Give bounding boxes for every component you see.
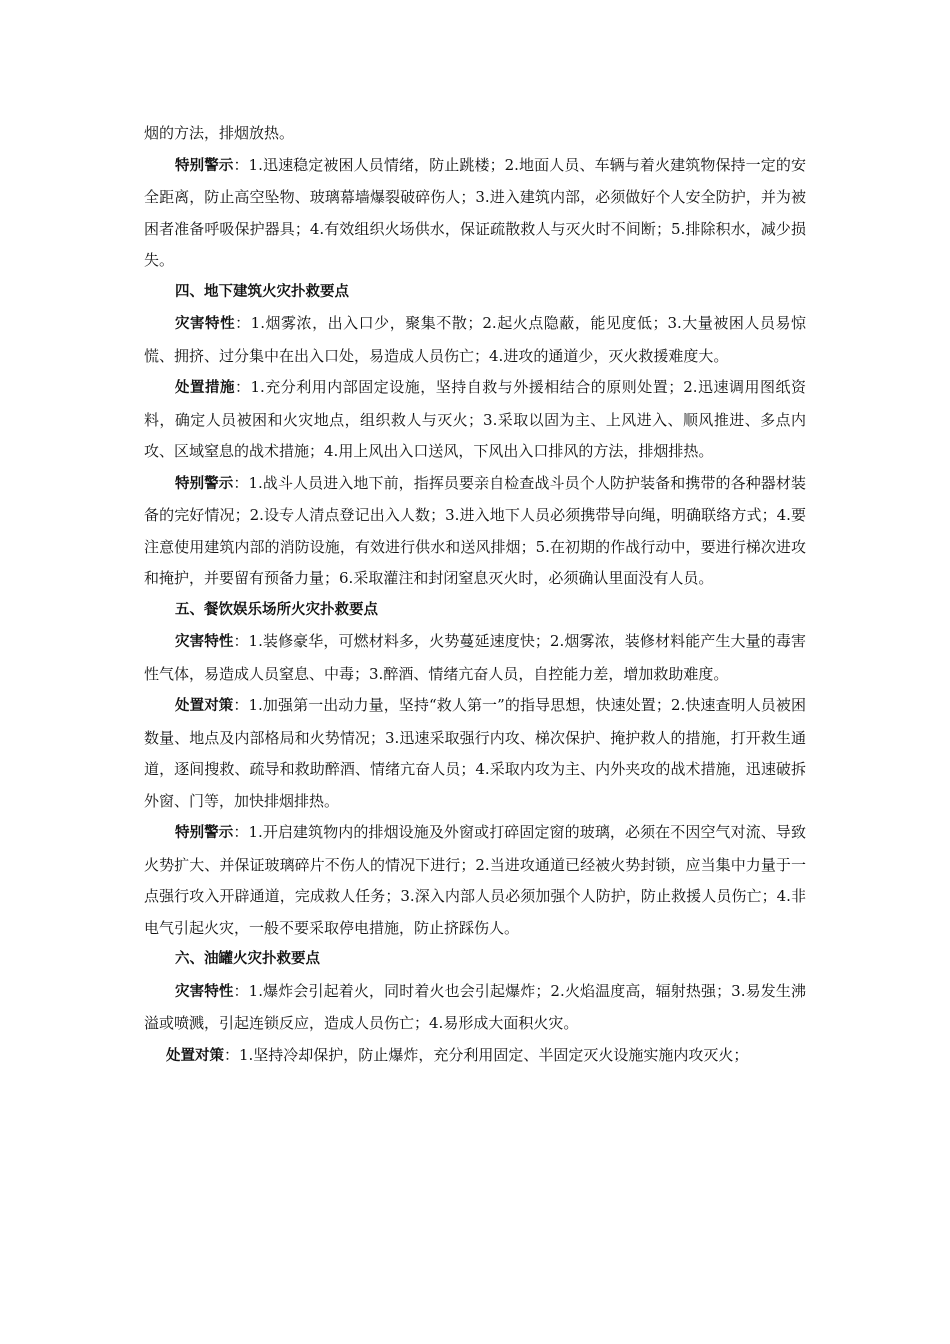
paragraph-text: ：1.装修豪华，可燃材料多，火势蔓延速度快；2.烟雾浓，装修材料能产生大量的毒害性气体，易造成人员窒息、中毒；3.醉酒、情绪亢奋人员，自控能力差，增加救助难度。 [144, 632, 806, 683]
paragraph [144, 118, 806, 150]
paragraph-text: 烟的方法，排烟放热。 [144, 124, 295, 142]
section-label: 灾害特性 [175, 983, 234, 1000]
section-label: 处置对策 [166, 1047, 224, 1064]
section-heading: 四、地下建筑火灾扑救要点 [175, 283, 349, 300]
section-label: 处置对策 [175, 698, 234, 714]
document-page [144, 118, 806, 1072]
paragraph [144, 372, 806, 468]
section-heading: 六、油罐火灾扑救要点 [175, 951, 320, 967]
paragraph-text: ：1.迅速稳定被困人员情绪，防止跳楼；2.地面人员、车辆与着火建筑物保持一定的安全距离，防止高空坠物、玻璃幕墙爆裂破碎伤人；3.进入建筑内部，必须做好个人安全防护，并为被困者准备呼吸保护器具；4.有效组织火场供水，保证疏散救人与灭火时不间断；5.排除积水，减少损失。 [144, 155, 806, 269]
section-label: 特别警示 [175, 475, 234, 492]
paragraph [144, 1040, 806, 1073]
paragraph-text: ：1.战斗人员进入地下前，指挥员要亲自检查战斗员个人防护装备和携带的各种器材装备的完好情况；2.设专人清点登记出入人数；3.进入地下人员必须携带导向绳，明确联络方式；4.要注意使用建筑内部的消防设施，有效进行供水和送风排烟；5.在初期的作战行动中，要进行梯次进攻和掩护，并要留有预备力量；6.采取灌注和封闭窒息灭火时，必须确认里面没有人员。 [144, 473, 806, 587]
section-label: 处置措施 [175, 380, 235, 396]
paragraph-text: ：1.充分利用内部固定设施，坚持自救与外援相结合的原则处置；2.迅速调用图纸资料，确定人员被困和火灾地点，组织救人与灭火；3.采取以固为主、上风进入、顺风推进、多点内攻、区域窒息的战术措施；4.用上风出入口送风，下风出入口排风的方法，排烟排热。 [144, 378, 807, 460]
paragraph-text: ：1.烟雾浓，出入口少，聚集不散；2.起火点隐蔽，能见度低；3.大量被困人员易惊慌、拥挤、过分集中在出入口处，易造成人员伤亡；4.进攻的通道少，灭火救援难度大。 [144, 314, 806, 365]
paragraph [144, 626, 806, 690]
section-heading: 五、餐饮娱乐场所火灾扑救要点 [175, 601, 378, 618]
section-label: 灾害特性 [175, 634, 234, 650]
paragraph-text: ：1.加强第一出动力量，坚持“救人第一”的指导思想，快速处置；2.快速查明人员被困数量、地点及内部格局和火势情况；3.迅速采取强行内攻、梯次保护、掩护救人的措施，打开救生通道，逐间搜救、疏导和救助醉酒、情绪亢奋人员；4.采取内攻为主、内外夹攻的战术措施，迅速破拆外窗、门等，加快排烟排热。 [144, 696, 807, 810]
section-label: 特别警示 [175, 157, 234, 174]
paragraph [144, 817, 806, 944]
section-label: 特别警示 [175, 825, 234, 841]
paragraph-text: ：1.开启建筑物内的排烟设施及外窗或打碎固定窗的玻璃，必须在不因空气对流、导致火势扩大、并保证玻璃碎片不伤人的情况下进行；2.当进攻通道已经被火势封锁，应当集中力量于一点强行攻入开辟通道，完成救人任务；3.深入内部人员必须加强个人防护，防止救援人员伤亡；4.非电气引起火灾，一般不要采取停电措施，防止挤踩伤人。 [144, 823, 806, 937]
section-label: 灾害特性 [175, 316, 236, 332]
paragraph-text: ：1.爆炸会引起着火，同时着火也会引起爆炸；2.火焰温度高，辐射热强；3.易发生沸溢或喷溅，引起连锁反应，造成人员伤亡；4.易形成大面积火灾。 [144, 981, 806, 1032]
paragraph [144, 468, 806, 595]
paragraph-text: ：1.坚持冷却保护，防止爆炸，充分利用固定、半固定灭火设施实施内攻灭火； [224, 1045, 749, 1064]
paragraph [144, 308, 806, 372]
paragraph [144, 690, 806, 817]
paragraph [144, 150, 806, 277]
paragraph [144, 976, 806, 1040]
